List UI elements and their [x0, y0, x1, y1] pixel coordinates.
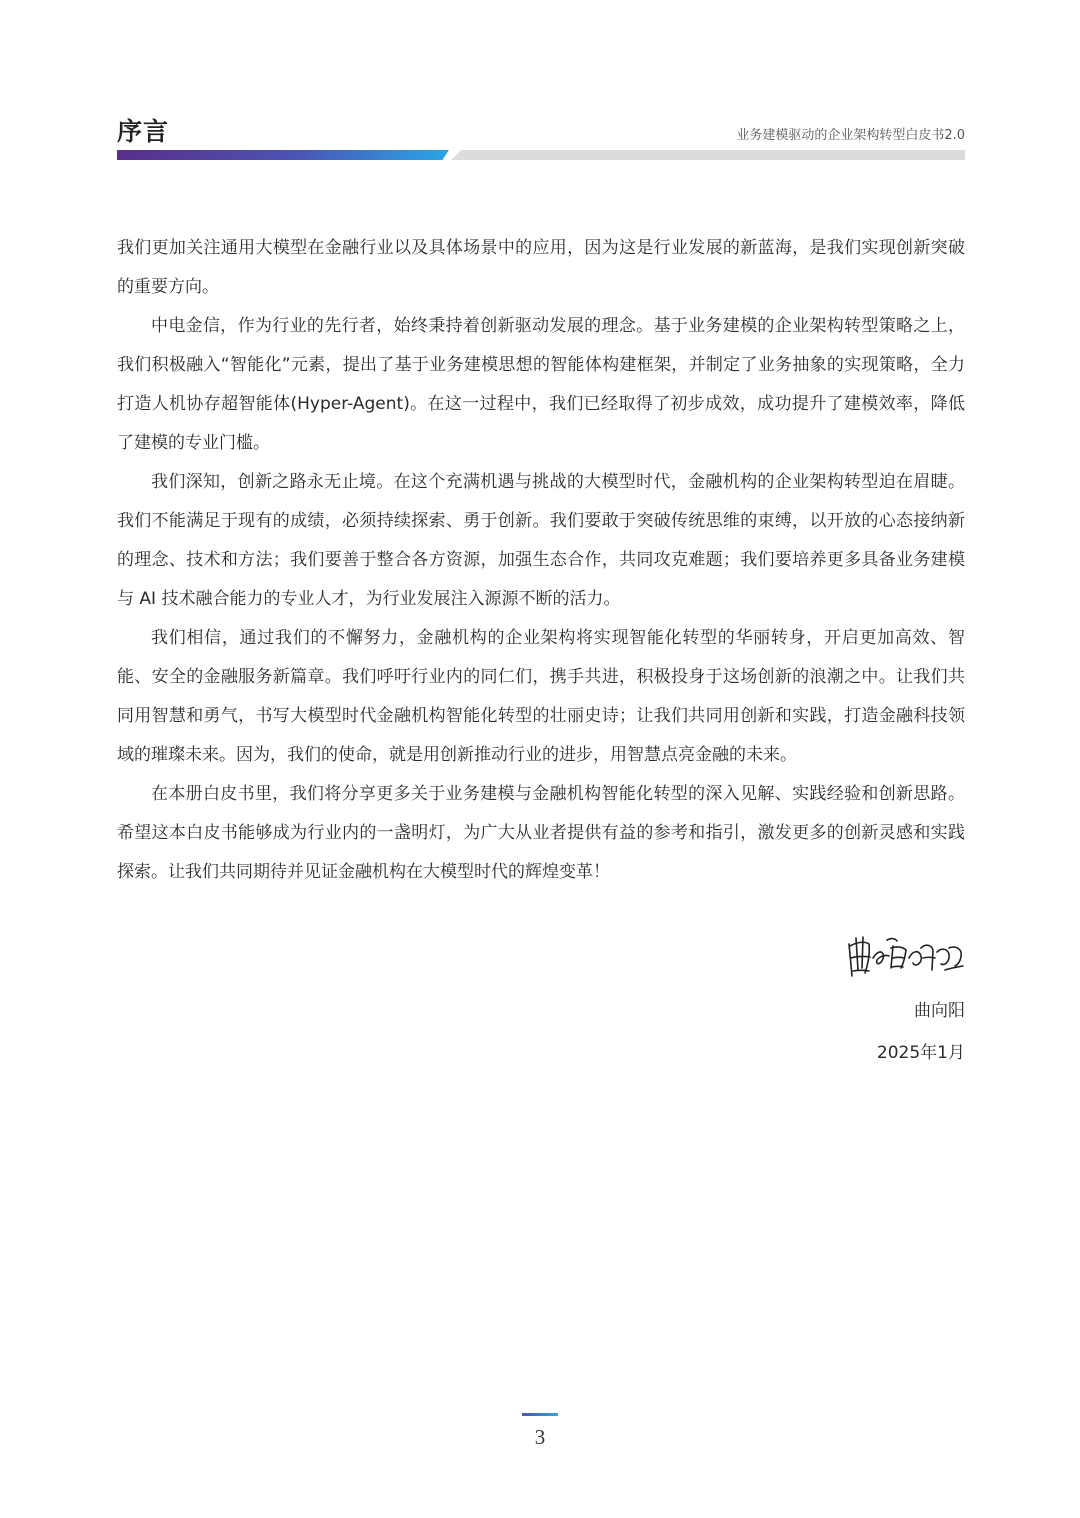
header-bar: [117, 150, 965, 160]
page-number: 3: [534, 1425, 546, 1449]
paragraph: 我们更加关注通用大模型在金融行业以及具体场景中的应用，因为这是行业发展的新蓝海，是我们实现创新突破的重要方向。: [117, 238, 965, 297]
preface-body: [117, 229, 965, 892]
page-number-mark: [522, 1413, 558, 1416]
handwritten-signature: [843, 928, 968, 984]
document-title: 业务建模驱动的企业架构转型白皮书2.0: [736, 128, 965, 143]
section-title: 序言: [117, 117, 170, 146]
signer-name: 曲向阳: [914, 1001, 965, 1021]
paragraph: 在本册白皮书里，我们将分享更多关于业务建模与金融机构智能化转型的深入见解、实践经验和创新思路。希望这本白皮书能够成为行业内的一盏明灯，为广大从业者提供有益的参考和指引，激发更多的创新灵感和实践探索。让我们共同期待并见证金融机构在大模型时代的辉煌变革！: [117, 784, 965, 882]
paragraph: 我们深知，创新之路永无止境。在这个充满机遇与挑战的大模型时代，金融机构的企业架构转型迫在眉睫。我们不能满足于现有的成绩，必须持续探索、勇于创新。我们要敢于突破传统思维的束缚，以开放的心态接纳新的理念、技术和方法；我们要善于整合各方资源，加强生态合作，共同攻克难题；我们要培养更多具备业务建模与 AI 技术融合能力的专业人才，为行业发展注入源源不断的活力。: [117, 472, 965, 609]
header-bar-gray: [451, 150, 965, 160]
page-header: [117, 112, 965, 162]
signature-date: 2025年1月: [876, 1043, 965, 1063]
paragraph: 中电金信，作为行业的先行者，始终秉持着创新驱动发展的理念。基于业务建模的企业架构转型策略之上，我们积极融入“智能化”元素，提出了基于业务建模思想的智能体构建框架，并制定了业务抽象的实现策略，全力打造人机协存超智能体(Hyper-Agent)。在这一过程中，我们已经取得了初步成效，成功提升了建模效率，降低了建模的专业门槛。: [117, 316, 965, 453]
header-bar-gradient: [117, 150, 449, 160]
paragraph: 我们相信，通过我们的不懈努力，金融机构的企业架构将实现智能化转型的华丽转身，开启更加高效、智能、安全的金融服务新篇章。我们呼吁行业内的同仁们，携手共进，积极投身于这场创新的浪潮之中。让我们共同用智慧和勇气，书写大模型时代金融机构智能化转型的壮丽史诗；让我们共同用创新和实践，打造金融科技领域的璀璨未来。因为，我们的使命，就是用创新推动行业的进步，用智慧点亮金融的未来。: [117, 628, 965, 765]
